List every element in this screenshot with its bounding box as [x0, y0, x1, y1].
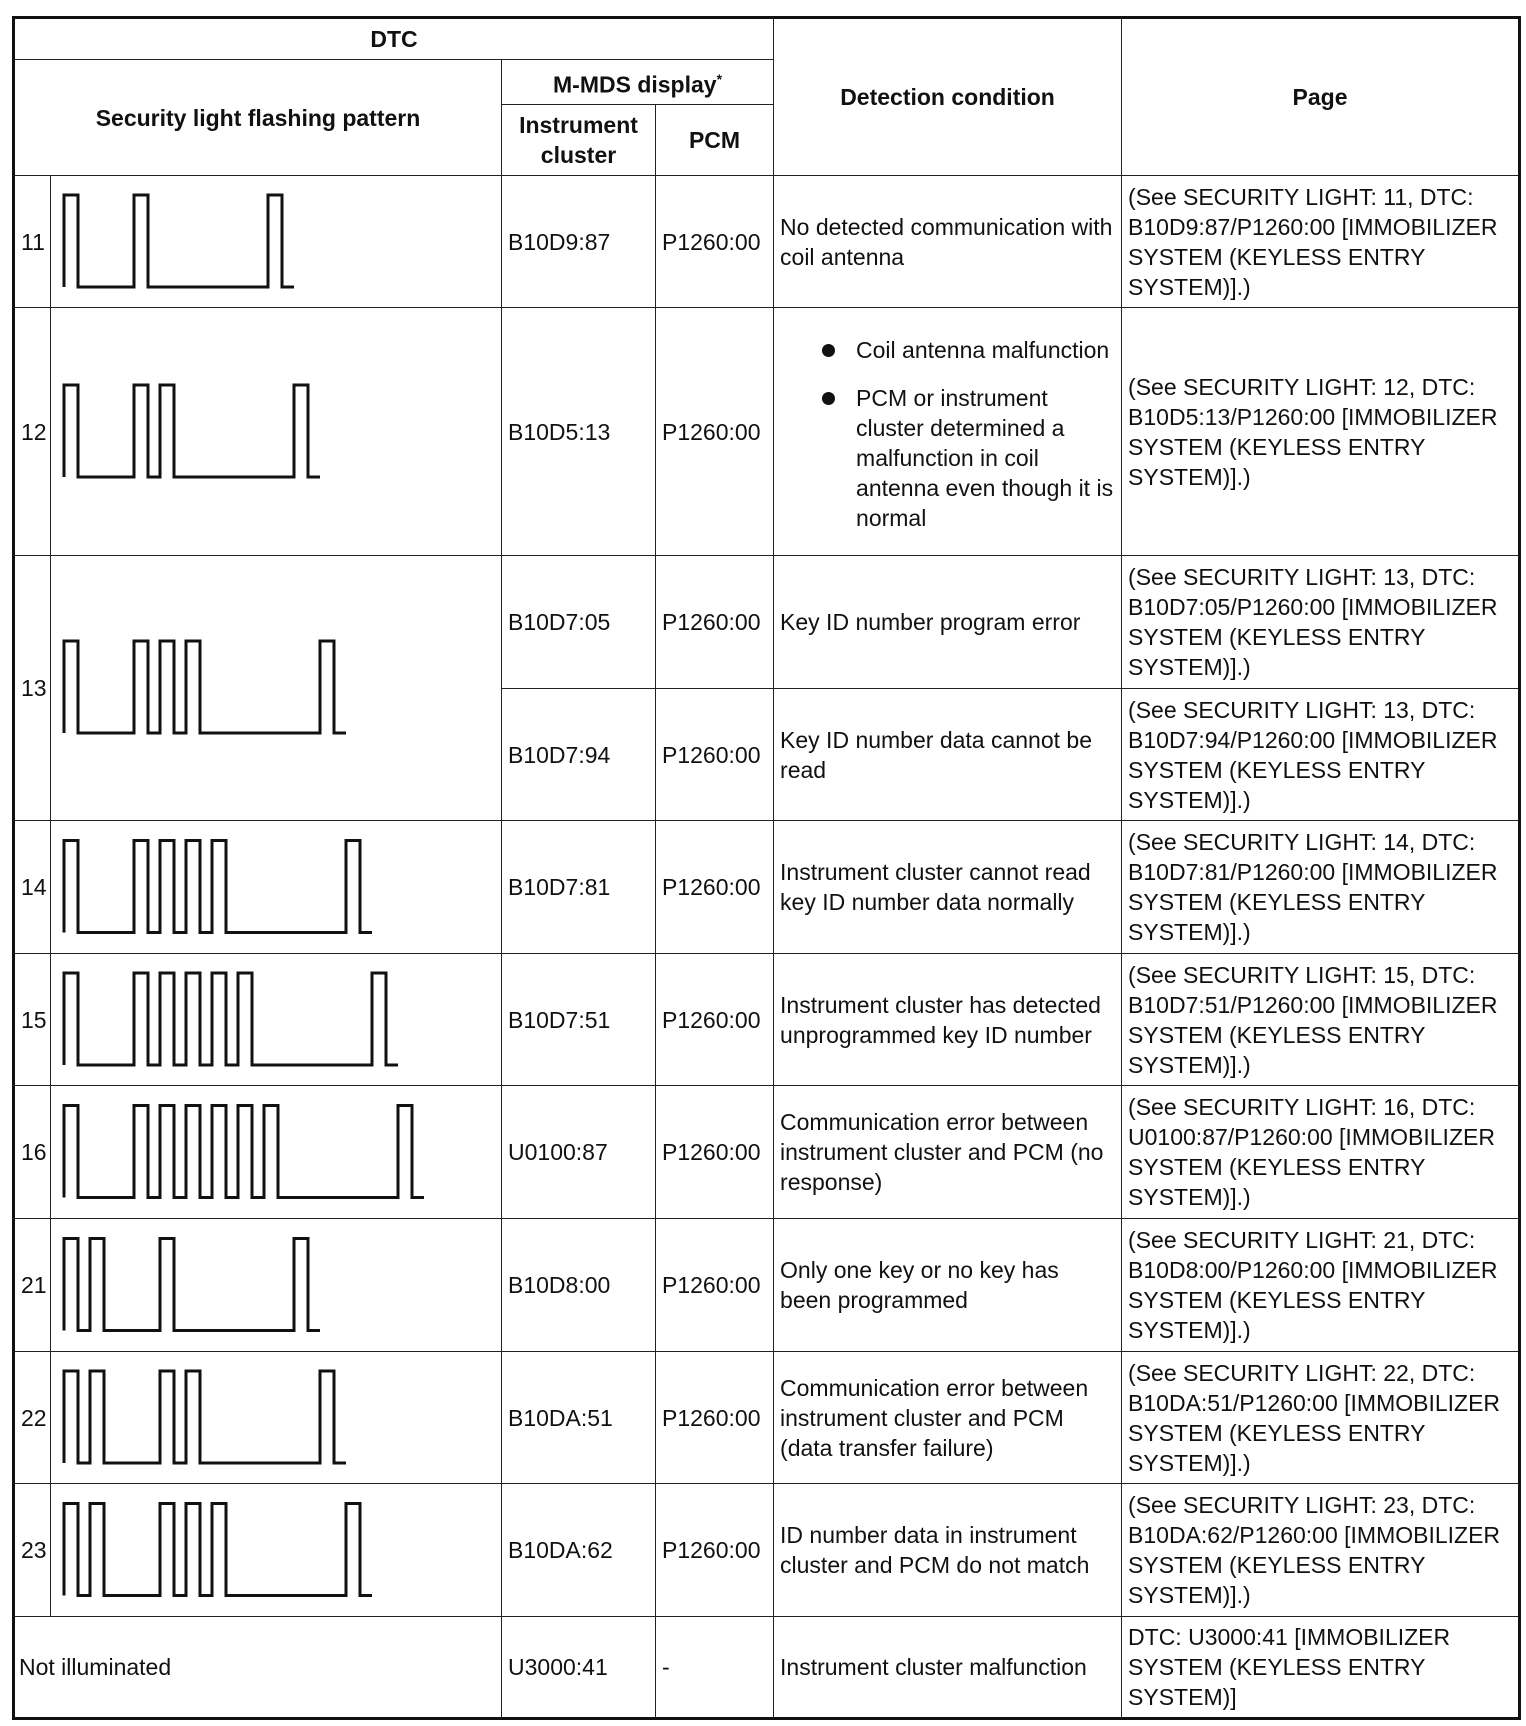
list-item: PCM or instrument cluster determined a malfunction in coil antenna even though it is normal [856, 384, 1114, 531]
detection-condition [774, 308, 1122, 556]
mmds-header: M-MDS display* [502, 60, 774, 105]
waveform-line [64, 1105, 424, 1197]
waveform-line [64, 973, 398, 1065]
page-header: Page [1122, 18, 1520, 176]
flash-pattern-wave [57, 1220, 508, 1351]
flash-code: 12 [14, 308, 51, 556]
flash-pattern-wave [57, 822, 508, 953]
instrument-cluster-code: B10D7:81 [502, 821, 656, 954]
not-illuminated-label: Not illuminated [14, 1617, 502, 1719]
page-reference: (See SECURITY LIGHT: 14, DTC: B10D7:81/P1260:00 [IMMOBILIZER SYSTEM (KEYLESS ENTRY SYSTEM)].) [1122, 821, 1520, 954]
waveform-line [64, 641, 346, 733]
detection-condition: Only one key or no key has been programmed [774, 1219, 1122, 1352]
page-reference: (See SECURITY LIGHT: 12, DTC: B10D5:13/P1260:00 [IMMOBILIZER SYSTEM (KEYLESS ENTRY SYSTEM)].) [1122, 308, 1520, 556]
flash-pattern-wave [57, 1087, 508, 1218]
flash-code: 11 [14, 176, 51, 308]
detection-condition: Communication error between instrument cluster and PCM (no response) [774, 1086, 1122, 1219]
dtc-header: DTC [14, 18, 774, 60]
table-row [14, 1219, 1520, 1352]
page-reference: (See SECURITY LIGHT: 21, DTC: B10D8:00/P1260:00 [IMMOBILIZER SYSTEM (KEYLESS ENTRY SYSTEM)].) [1122, 1219, 1520, 1352]
flash-pattern-wave [57, 1353, 508, 1483]
table-row [14, 1484, 1520, 1617]
flash-pattern-wave [57, 1485, 508, 1616]
flash-code: 22 [14, 1352, 51, 1484]
page-reference: (See SECURITY LIGHT: 16, DTC: U0100:87/P1260:00 [IMMOBILIZER SYSTEM (KEYLESS ENTRY SYSTEM)].) [1122, 1086, 1520, 1219]
instrument-cluster-code: B10DA:51 [502, 1352, 656, 1484]
instrument-cluster-code: U0100:87 [502, 1086, 656, 1219]
pcm-code: P1260:00 [656, 1484, 774, 1617]
flash-code: 14 [14, 821, 51, 954]
pcm-code: P1260:00 [656, 1086, 774, 1219]
flash-code: 21 [14, 1219, 51, 1352]
detection-condition: Key ID number data cannot be read [774, 689, 1122, 821]
detection-condition: ID number data in instrument cluster and PCM do not match [774, 1484, 1122, 1617]
detection-condition: Instrument cluster cannot read key ID number data normally [774, 821, 1122, 954]
flash-pattern [51, 821, 502, 954]
pattern-header: Security light flashing pattern [14, 60, 502, 176]
instrument-cluster-code: B10D7:51 [502, 954, 656, 1086]
detection-condition: No detected communication with coil antenna [774, 176, 1122, 308]
flash-code: 16 [14, 1086, 51, 1219]
waveform-line [64, 1503, 372, 1595]
flash-pattern [51, 1484, 502, 1617]
flash-pattern [51, 1219, 502, 1352]
page-reference: (See SECURITY LIGHT: 11, DTC: B10D9:87/P1260:00 [IMMOBILIZER SYSTEM (KEYLESS ENTRY SYSTEM)].) [1122, 176, 1520, 308]
flash-pattern [51, 308, 502, 556]
detection-condition: Instrument cluster malfunction [774, 1617, 1122, 1719]
page-reference: (See SECURITY LIGHT: 13, DTC: B10D7:05/P1260:00 [IMMOBILIZER SYSTEM (KEYLESS ENTRY SYSTEM)].) [1122, 556, 1520, 689]
waveform-line [64, 385, 320, 477]
pcm-code: - [656, 1617, 774, 1719]
detection-condition: Key ID number program error [774, 556, 1122, 689]
table-row [14, 556, 1520, 689]
page-reference: (See SECURITY LIGHT: 22, DTC: B10DA:51/P1260:00 [IMMOBILIZER SYSTEM (KEYLESS ENTRY SYSTEM)].) [1122, 1352, 1520, 1484]
detection-condition: Instrument cluster has detected unprogrammed key ID number [774, 954, 1122, 1086]
flash-pattern-wave [57, 955, 508, 1085]
waveform-line [64, 195, 294, 287]
flash-code: 23 [14, 1484, 51, 1617]
condition-list [780, 335, 1115, 533]
instrument-cluster-code: B10D7:94 [502, 689, 656, 821]
waveform-line [64, 840, 372, 932]
table-row [14, 1086, 1520, 1219]
list-item: Coil antenna malfunction [856, 335, 1115, 365]
flash-pattern [51, 1352, 502, 1484]
flash-pattern [51, 176, 502, 308]
table-row [14, 954, 1520, 1086]
flash-pattern-wave [57, 309, 508, 555]
pcm-code: P1260:00 [656, 1219, 774, 1352]
mmds-footnote-mark: * [716, 71, 723, 88]
table-row [14, 821, 1520, 954]
instrument-cluster-header: Instrument cluster [502, 105, 656, 176]
detection-condition: Communication error between instrument cluster and PCM (data transfer failure) [774, 1352, 1122, 1484]
instrument-cluster-code: B10D7:05 [502, 556, 656, 689]
page-reference: DTC: U3000:41 [IMMOBILIZER SYSTEM (KEYLESS ENTRY SYSTEM)] [1122, 1617, 1520, 1719]
table-row [14, 308, 1520, 556]
pcm-code: P1260:00 [656, 954, 774, 1086]
waveform-line [64, 1238, 320, 1330]
flash-code: 13 [14, 556, 51, 821]
table-row [14, 1617, 1520, 1719]
pcm-code: P1260:00 [656, 308, 774, 556]
pcm-code: P1260:00 [656, 821, 774, 954]
flash-pattern-wave [57, 556, 508, 820]
page-reference: (See SECURITY LIGHT: 15, DTC: B10D7:51/P1260:00 [IMMOBILIZER SYSTEM (KEYLESS ENTRY SYSTEM)].) [1122, 954, 1520, 1086]
flash-pattern [51, 556, 502, 821]
instrument-cluster-code: U3000:41 [502, 1617, 656, 1719]
flash-pattern [51, 954, 502, 1086]
pcm-code: P1260:00 [656, 689, 774, 821]
table-row [14, 176, 1520, 308]
flash-code: 15 [14, 954, 51, 1086]
instrument-cluster-code: B10D9:87 [502, 176, 656, 308]
flash-pattern [51, 1086, 502, 1219]
table-row [14, 1352, 1520, 1484]
instrument-cluster-code: B10DA:62 [502, 1484, 656, 1617]
page-reference: (See SECURITY LIGHT: 23, DTC: B10DA:62/P1260:00 [IMMOBILIZER SYSTEM (KEYLESS ENTRY SYSTEM)].) [1122, 1484, 1520, 1617]
pcm-code: P1260:00 [656, 556, 774, 689]
waveform-line [64, 1371, 346, 1463]
pcm-code: P1260:00 [656, 176, 774, 308]
pcm-header: PCM [656, 105, 774, 176]
page-reference: (See SECURITY LIGHT: 13, DTC: B10D7:94/P1260:00 [IMMOBILIZER SYSTEM (KEYLESS ENTRY SYSTEM)].) [1122, 689, 1520, 821]
dtc-table [12, 16, 1521, 1720]
detection-condition-header: Detection condition [774, 18, 1122, 176]
instrument-cluster-code: B10D5:13 [502, 308, 656, 556]
pcm-code: P1260:00 [656, 1352, 774, 1484]
flash-pattern-wave [57, 177, 508, 307]
instrument-cluster-code: B10D8:00 [502, 1219, 656, 1352]
